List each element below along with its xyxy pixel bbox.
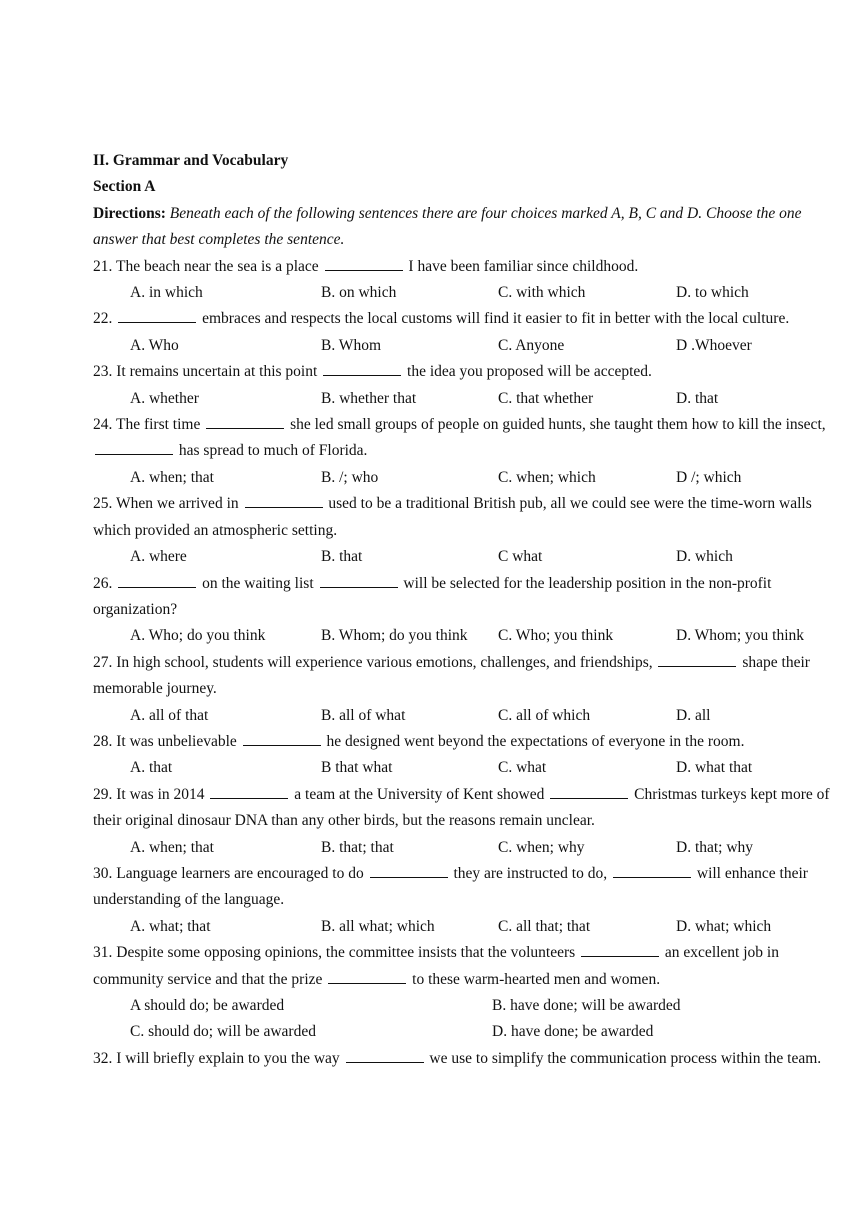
answer-blank	[210, 797, 288, 799]
option-c: C. all that; that	[498, 917, 591, 935]
question-27	[93, 650, 838, 703]
q28-stem-b: he designed went beyond the expectations of everyone in the room.	[326, 732, 745, 750]
option-c: C. that whether	[498, 389, 594, 407]
exam-page	[93, 148, 838, 1072]
q25-options	[93, 544, 838, 570]
answer-blank	[323, 374, 401, 376]
question-32	[93, 1046, 838, 1072]
q22-options	[93, 333, 838, 359]
answer-blank	[245, 506, 323, 508]
q26-stem-a: 26.	[93, 574, 113, 592]
answer-blank	[320, 586, 398, 588]
option-a: A. all of that	[130, 706, 209, 724]
question-29	[93, 782, 838, 835]
q25-stem-a: 25. When we arrived in	[93, 495, 239, 513]
q29-stem-a: 29. It was in 2014	[93, 785, 205, 803]
option-b: B. that; that	[321, 838, 394, 856]
question-30	[93, 861, 838, 914]
option-a: A. where	[130, 548, 187, 566]
q29-stem-c: Christmas turkeys kept more of their original dinosaur DNA than any other birds, but the reasons remain unclear.	[93, 785, 830, 830]
option-d: D. have done; be awarded	[492, 1023, 654, 1041]
q30-stem-b: they are instructed to do,	[453, 864, 608, 882]
option-c: C. all of which	[498, 706, 591, 724]
answer-blank	[95, 453, 173, 455]
option-c: C. when; which	[498, 468, 596, 486]
q30-options	[93, 914, 838, 940]
option-d: D. to which	[676, 284, 749, 302]
q32-stem-a: 32. I will briefly explain to you the way	[93, 1049, 340, 1067]
option-d: D. that	[676, 389, 719, 407]
question-21	[93, 254, 838, 280]
q28-options	[93, 755, 838, 781]
option-c: C what	[498, 548, 543, 566]
option-b: B. Whom; do you think	[321, 627, 468, 645]
q29-options	[93, 835, 838, 861]
option-c: C. Who; you think	[498, 627, 614, 645]
q26-stem-b: on the waiting list	[202, 574, 314, 592]
answer-blank	[658, 665, 736, 667]
option-d: D .Whoever	[676, 336, 752, 354]
option-b: B. all what; which	[321, 917, 435, 935]
option-a: A. in which	[130, 284, 203, 302]
q32-stem-b: we use to simplify the communication process within the team.	[429, 1049, 822, 1067]
option-a: A. what; that	[130, 917, 211, 935]
option-b: B. Whom	[321, 336, 381, 354]
option-d: D. that; why	[676, 838, 754, 856]
option-b: B. have done; will be awarded	[492, 997, 681, 1014]
q31-options-row-1	[93, 993, 838, 1019]
section-subheading: Section A	[93, 178, 156, 196]
q27-stem-b: shape their memorable journey.	[93, 653, 810, 698]
answer-blank	[325, 269, 403, 271]
q28-stem-a: 28. It was unbelievable	[93, 732, 237, 750]
q31-stem-c: to these warm-hearted men and women.	[412, 970, 661, 988]
q31-options-row-2	[93, 1019, 838, 1045]
option-c: C. when; why	[498, 838, 585, 856]
directions-label: Directions:	[93, 204, 166, 222]
q23-options	[93, 386, 838, 412]
q26-stem-c: will be selected for the leadership position in the non-profit organization?	[93, 574, 772, 618]
q21-stem-b: I have been familiar since childhood.	[408, 257, 639, 275]
option-a: A. when; that	[130, 468, 214, 486]
option-c: C. with which	[498, 284, 586, 302]
q25-stem-b: used to be a traditional British pub, all we could see were the time-worn walls which provided an atmospheric setting.	[93, 495, 812, 539]
q24-stem-c: has spread to much of Florida.	[178, 442, 368, 460]
q31-stem-b: an excellent job in community service and that the prize	[93, 944, 779, 988]
q27-options	[93, 703, 838, 729]
answer-blank	[581, 955, 659, 957]
option-a: A. Who; do you think	[130, 627, 266, 645]
q22-stem-b: embraces and respects the local customs will find it easier to fit in better with the local culture.	[202, 310, 790, 328]
option-c: C. what	[498, 759, 547, 777]
answer-blank	[118, 586, 196, 588]
q21-options	[93, 280, 838, 306]
option-b: B. that	[321, 548, 363, 566]
option-d: D. all	[676, 706, 711, 724]
answer-blank	[613, 876, 691, 878]
directions	[93, 201, 838, 254]
q23-stem-a: 23. It remains uncertain at this point	[93, 363, 318, 381]
q24-stem-b: she led small groups of people on guided hunts, she taught them how to kill the insect,	[290, 416, 826, 434]
option-a: A. that	[130, 759, 173, 777]
option-c: C. Anyone	[498, 336, 565, 354]
option-c: C. should do; will be awarded	[130, 1023, 316, 1041]
question-24	[93, 412, 838, 465]
question-28	[93, 729, 838, 755]
option-d: D. Whom; you think	[676, 627, 805, 645]
option-d: D. which	[676, 548, 733, 566]
q26-options	[93, 623, 838, 649]
option-a: A. whether	[130, 389, 199, 407]
option-b: B. on which	[321, 284, 397, 302]
option-a: A. Who	[130, 336, 179, 354]
answer-blank	[243, 744, 321, 746]
q21-stem-a: 21. The beach near the sea is a place	[93, 257, 319, 275]
option-b: B. whether that	[321, 389, 417, 407]
answer-blank	[346, 1061, 424, 1063]
answer-blank	[118, 321, 196, 323]
q23-stem-b: the idea you proposed will be accepted.	[407, 363, 652, 381]
answer-blank	[370, 876, 448, 878]
q27-stem-a: 27. In high school, students will experience various emotions, challenges, and friendships,	[93, 653, 653, 671]
section-heading: II. Grammar and Vocabulary	[93, 152, 289, 169]
option-b: B that what	[321, 759, 393, 777]
q30-stem-c: will enhance their understanding of the language.	[93, 864, 808, 909]
option-d: D. what that	[676, 759, 753, 777]
question-26	[93, 571, 838, 624]
q22-stem-a: 22.	[93, 310, 113, 328]
option-b: B. /; who	[321, 468, 379, 486]
answer-blank	[328, 982, 406, 984]
question-22	[93, 306, 838, 332]
q30-stem-a: 30. Language learners are encouraged to do	[93, 864, 364, 882]
q24-stem-a: 24. The first time	[93, 416, 201, 434]
option-d: D /; which	[676, 468, 742, 486]
option-d: D. what; which	[676, 917, 772, 935]
option-a: A. when; that	[130, 838, 214, 856]
question-31	[93, 940, 838, 993]
answer-blank	[550, 797, 628, 799]
question-23	[93, 359, 838, 385]
q31-stem-a: 31. Despite some opposing opinions, the committee insists that the volunteers	[93, 944, 576, 962]
q24-options	[93, 465, 838, 491]
option-b: B. all of what	[321, 706, 406, 724]
question-25	[93, 491, 838, 544]
q29-stem-b: a team at the University of Kent showed	[294, 785, 545, 803]
option-a: A should do; be awarded	[130, 997, 285, 1014]
directions-text: Beneath each of the following sentences there are four choices marked A, B, C and D. Choose the one answer that best completes the sentence.	[93, 204, 802, 249]
answer-blank	[206, 427, 284, 429]
